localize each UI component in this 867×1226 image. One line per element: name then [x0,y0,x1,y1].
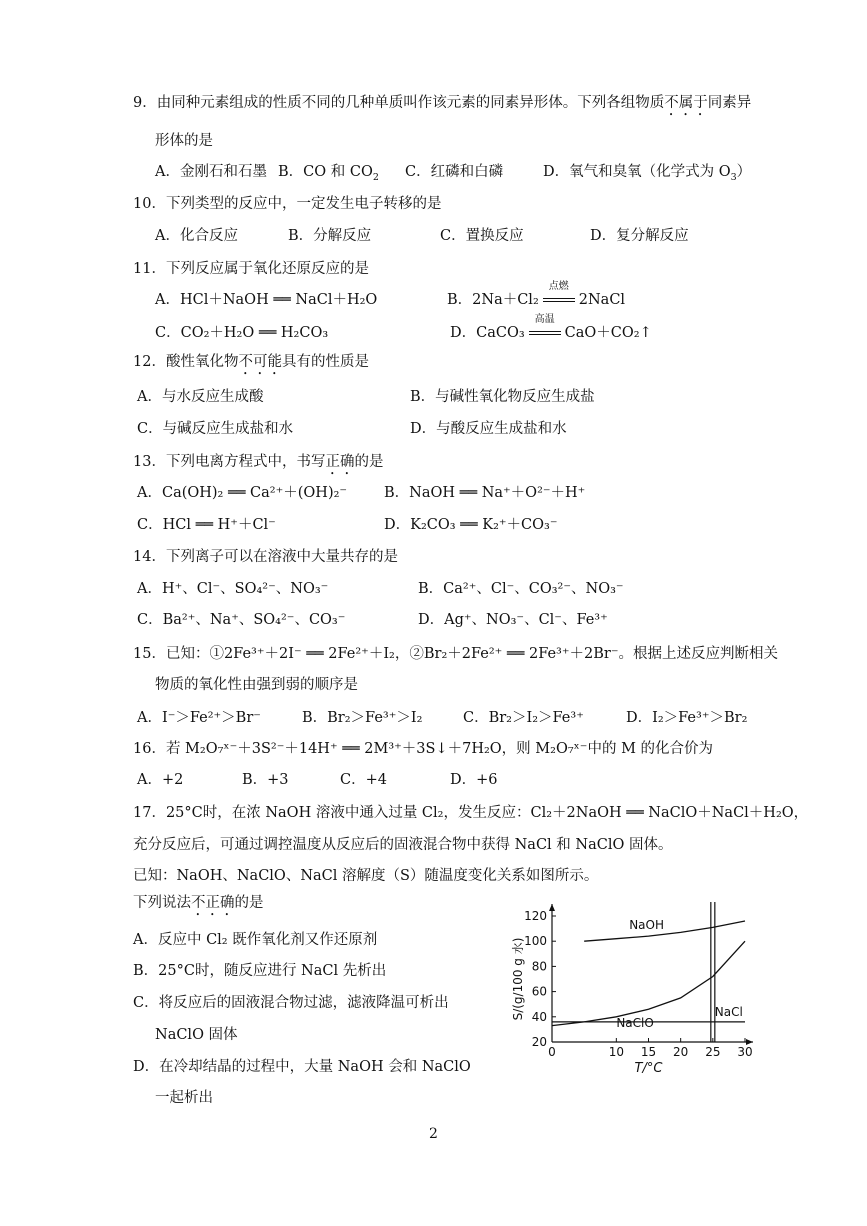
q17-option-d-cont: 一起析出 [155,1090,213,1106]
q9-stem-a: 9．由同种元素组成的性质不同的几种单质叫作该元素的同素异形体。下列各组物质 [133,95,665,111]
q12-option-a: A．与水反应生成酸 [137,389,264,405]
q11-option-d-left: D．CaCO₃ [450,325,525,341]
q9-option-b [278,162,379,182]
q13-option-c: C．HCl ══ H⁺＋Cl⁻ [137,517,276,533]
q11-option-b-left: B．2Na＋Cl₂ [447,292,539,308]
q11-option-d-right: CaO＋CO₂↑ [564,325,652,341]
q11-option-d-arrow [529,314,561,343]
x-tick-label: 15 [640,1045,657,1059]
page-number: 2 [429,1126,438,1142]
q11-stem: 11．下列反应属于氧化还原反应的是 [133,261,369,277]
y-tick-label: 20 [531,1035,547,1049]
q11-option-c: C．CO₂＋H₂O ══ H₂CO₃ [155,325,329,341]
q13-option-d: D．K₂CO₃ ══ K₂⁺＋CO₃⁻ [384,517,558,533]
q9-option-b-text: B．CO 和 CO [278,164,373,180]
q17-option-b: B．25°C时，随反应进行 NaCl 先析出 [133,963,387,979]
q12-option-d: D．与酸反应生成盐和水 [410,421,567,437]
q9-option-b-sub: 2 [372,171,379,183]
q11-option-d [450,314,652,343]
x-tick-label: 25 [705,1045,721,1059]
x-tick-label: 20 [673,1045,689,1059]
q15-stem-cont: 物质的氧化性由强到弱的顺序是 [155,677,358,693]
q9-stem [133,93,751,119]
q17-stem-3: 已知：NaOH、NaClO、NaCl 溶解度（S）随温度变化关系如图所示。 [133,868,599,884]
solubility-chart [500,896,760,1076]
q14-stem: 14．下列离子可以在溶液中大量共存的是 [133,549,398,565]
q14-option-c: C．Ba²⁺、Na⁺、SO₄²⁻、CO₃⁻ [137,612,346,628]
q14-option-a: A．H⁺、Cl⁻、SO₄²⁻、NO₃⁻ [137,581,329,597]
q14-option-b: B．Ca²⁺、Cl⁻、CO₃²⁻、NO₃⁻ [418,581,624,597]
q13-option-a: A．Ca(OH)₂ ══ Ca²⁺＋(OH)₂⁻ [137,485,348,501]
q16-option-a: A．+2 [137,772,184,788]
q9-option-a: A．金刚石和石墨 [155,164,267,180]
x-tick-label: 10 [608,1045,624,1059]
q15-option-a: A．I⁻＞Fe²⁺＞Br⁻ [137,710,261,726]
y-tick-label: 100 [524,934,547,949]
y-tick-label: 120 [524,909,547,923]
q9-option-d-sub: 3 [730,171,737,183]
series-nacl-label: NaCl [714,1004,743,1019]
q11-option-b [447,281,626,310]
q9-option-d-text: D．氧气和臭氧（化学式为 O [543,164,731,180]
q17-stem-1: 17．25°C时，在浓 NaOH 溶液中通入过量 Cl₂，发生反应：Cl₂＋2NaOH ══ NaClO＋NaCl＋H₂O， [133,805,809,821]
q16-option-b: B．+3 [242,772,289,788]
q17-stem-emphasis: 不正确 [191,895,235,911]
q10-stem: 10．下列类型的反应中，一定发生电子转移的是 [133,196,442,212]
q13-option-b: B．NaOH ══ Na⁺＋O²⁻＋H⁺ [384,485,586,501]
series-naoh-line [584,921,745,941]
y-tick-label: 60 [531,984,547,999]
q11-option-b-condition: 点燃 [548,281,569,292]
q17-option-c: C．将反应后的固液混合物过滤，滤液降温可析出 [133,995,449,1011]
q9-stem-cont: 形体的是 [155,133,213,149]
q9-option-d [543,162,751,182]
y-tick-label: 40 [531,1009,547,1024]
q13-stem-a: 13．下列电离方程式中，书写 [133,454,326,470]
q10-option-d: D．复分解反应 [590,228,689,244]
y-axis-label: S/(g/100 g 水) [511,937,525,1021]
q12-stem [133,352,369,378]
x-axis-label: T/°C [634,1061,663,1076]
y-tick-label: 80 [531,959,547,974]
x-tick-label: 30 [737,1045,753,1059]
q9-stem-b: 同素异 [707,95,752,111]
q17-option-a: A．反应中 Cl₂ 既作氧化剂又作还原剂 [133,932,378,948]
q11-option-a: A．HCl＋NaOH ══ NaCl＋H₂O [155,292,378,308]
q11-option-b-right: 2NaCl [578,292,626,308]
q16-option-d: D．+6 [450,772,498,788]
q10-option-a: A．化合反应 [155,228,238,244]
q17-stem-4a: 下列说法 [133,895,191,911]
q16-option-c: C．+4 [340,772,387,788]
series-naclo-label: NaClO [616,1015,654,1030]
q15-option-b: B．Br₂＞Fe³⁺＞I₂ [302,710,423,726]
q9-option-d-end: ） [736,164,752,180]
q12-stem-a: 12．酸性氧化物 [133,354,239,370]
q9-stem-emphasis: 不属于 [664,95,708,111]
q17-option-d: D．在冷却结晶的过程中，大量 NaOH 会和 NaClO [133,1059,471,1075]
q12-option-b: B．与碱性氧化物反应生成盐 [410,389,595,405]
q11-option-b-arrow [543,281,575,310]
q15-stem: 15．已知：①2Fe³⁺＋2I⁻ ══ 2Fe²⁺＋I₂，②Br₂＋2Fe²⁺ ══ 2Fe³⁺＋2Br⁻。根据上述反应判断相关 [133,646,778,662]
q17-stem-4 [133,893,264,919]
q13-stem-emphasis: 正确 [325,454,355,470]
q15-option-c: C．Br₂＞I₂＞Fe³⁺ [463,710,584,726]
series-naoh-label: NaOH [629,918,665,933]
q14-option-d: D．Ag⁺、NO₃⁻、Cl⁻、Fe³⁺ [418,612,608,628]
q11-option-d-condition: 高温 [534,314,555,325]
q9-option-c: C．红磷和白磷 [405,164,504,180]
q13-stem-b: 的是 [354,454,384,470]
q10-option-b: B．分解反应 [288,228,372,244]
q17-stem-2: 充分反应后，可通过调控温度从反应后的固液混合物中获得 NaCl 和 NaClO 固体。 [133,837,673,853]
x-tick-label: 0 [548,1045,556,1059]
q12-option-c: C．与碱反应生成盐和水 [137,421,294,437]
q16-stem: 16．若 M₂O₇ˣ⁻＋3S²⁻＋14H⁺ ══ 2M³⁺＋3S↓＋7H₂O，则 M₂O₇ˣ⁻中的 M 的化合价为 [133,741,714,757]
q15-option-d: D．I₂＞Fe³⁺＞Br₂ [626,710,748,726]
q12-stem-emphasis: 不可能 [238,354,282,370]
q12-stem-b: 具有的性质是 [281,354,369,370]
q10-option-c: C．置换反应 [440,228,524,244]
y-axis-arrow [549,904,555,911]
q17-stem-4b: 的是 [234,895,264,911]
q13-stem [133,452,383,478]
q17-option-c-cont: NaClO 固体 [155,1027,238,1043]
